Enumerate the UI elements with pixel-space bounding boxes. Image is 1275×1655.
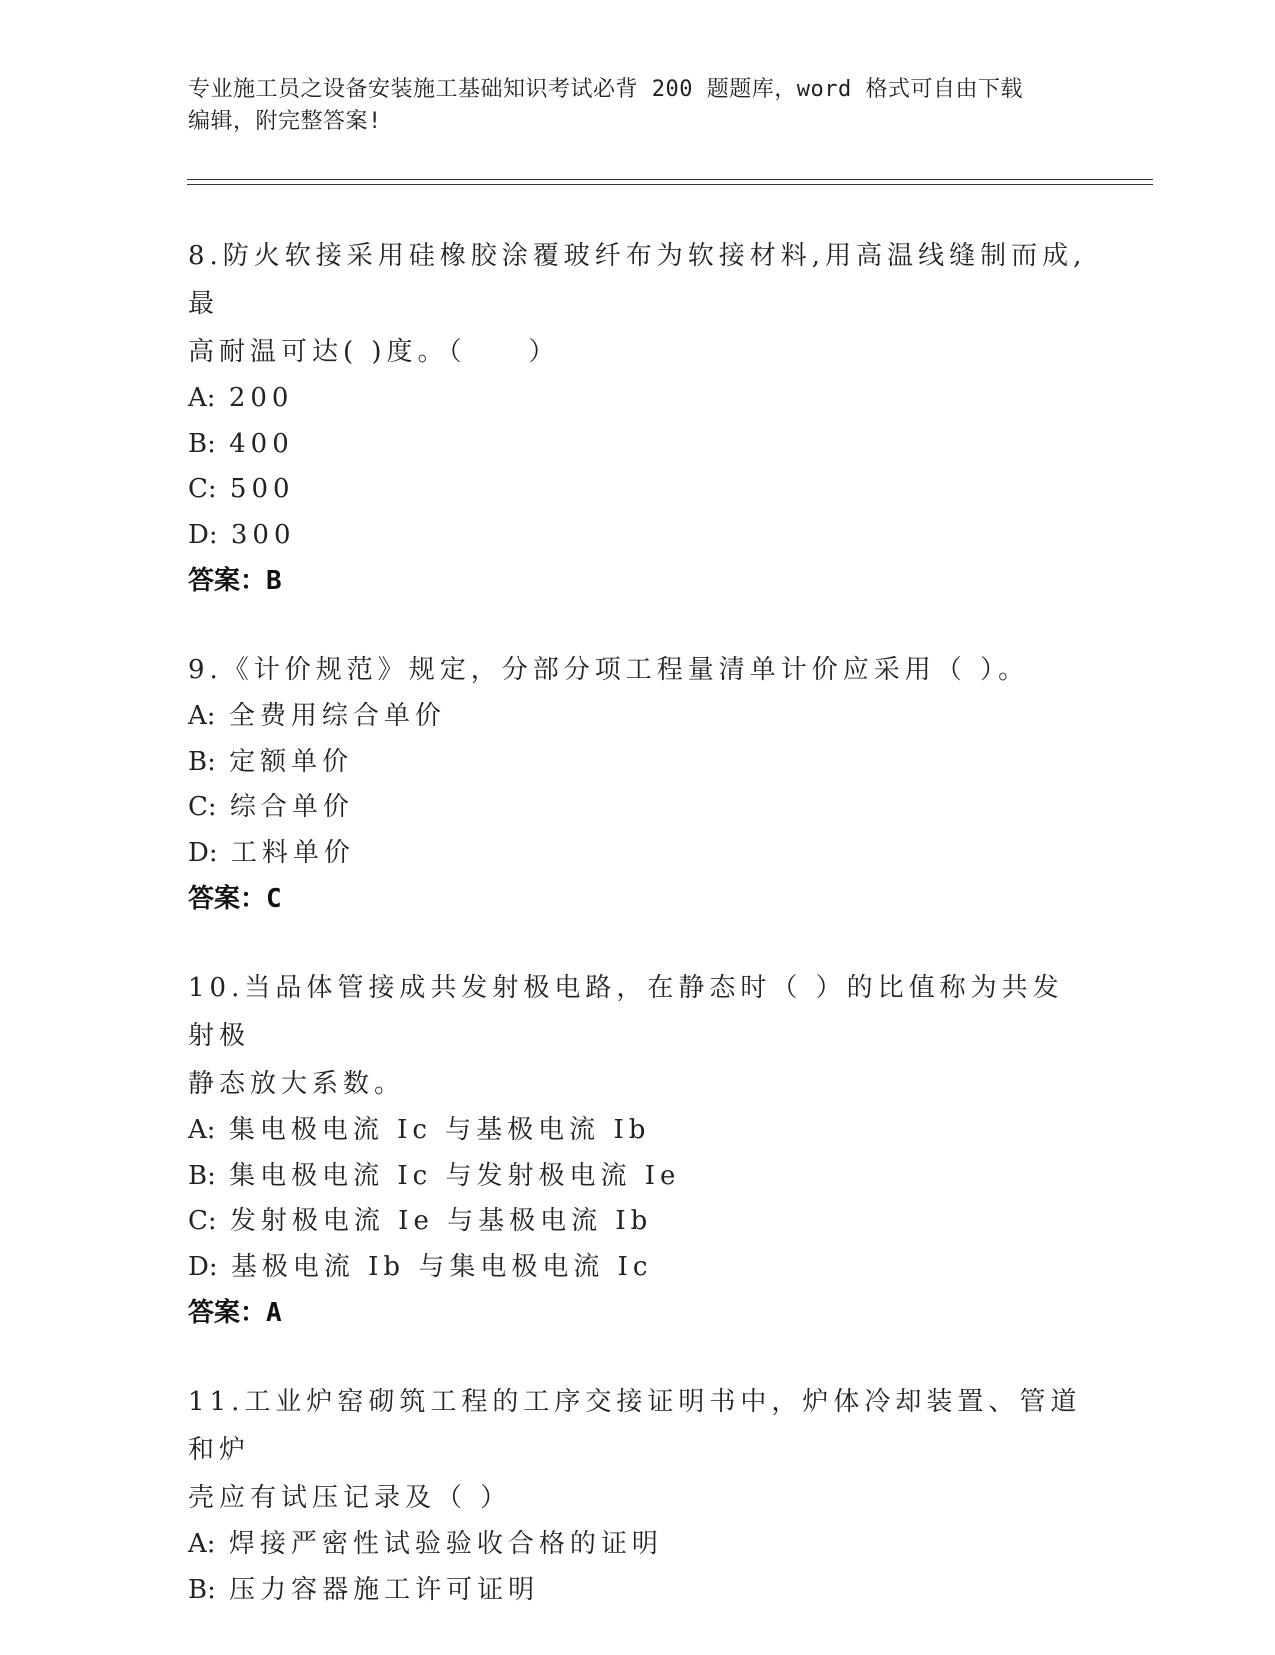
header-divider-bottom — [187, 184, 1153, 185]
option-b — [188, 1154, 1088, 1200]
answer: 答案：A — [188, 1298, 282, 1328]
option-c — [188, 467, 1088, 513]
question-stem-line: 11.工业炉窑砌筑工程的工序交接证明书中，炉体冷却装置、管道和炉 — [188, 1387, 1082, 1465]
option-label: D: — [188, 519, 218, 550]
question-stem-line: 10.当品体管接成共发射极电路，在静态时（ ）的比值称为共发射极 — [188, 973, 1064, 1051]
option-b — [188, 740, 1088, 786]
option-d — [188, 831, 1088, 877]
option-text: 集电极电流 Ic 与发射极电流 Ie — [229, 1160, 681, 1191]
option-label: D: — [188, 837, 218, 868]
question-stem-line: 静态放大系数。 — [188, 1069, 406, 1099]
option-a — [188, 1522, 1088, 1568]
option-b — [188, 422, 1088, 468]
option-text: 400 — [229, 428, 294, 459]
option-label: A: — [188, 383, 216, 413]
option-c — [188, 1199, 1088, 1245]
option-label: C: — [188, 1206, 217, 1236]
question-9 — [188, 646, 1088, 922]
option-label: D: — [188, 1251, 218, 1282]
option-text: 压力容器施工许可证明 — [229, 1574, 540, 1605]
question-stem-line: 8.防火软接采用硅橡胶涂覆玻纤布为软接材料,用高温线缝制而成,最 — [188, 241, 1087, 319]
option-text: 300 — [230, 519, 296, 550]
option-text: 发射极电流 Ie 与基极电流 Ib — [229, 1206, 653, 1236]
question-stem-line: 高耐温可达( )度。（ ） — [188, 337, 560, 367]
option-label: B: — [188, 746, 216, 777]
option-label: B: — [188, 1160, 216, 1191]
option-text: 焊接严密性试验验收合格的证明 — [228, 1529, 663, 1559]
option-label: B: — [188, 428, 216, 459]
option-d — [188, 513, 1088, 559]
option-label: A: — [188, 701, 216, 731]
option-a — [188, 694, 1088, 740]
header-divider-top — [187, 179, 1153, 180]
option-label: A: — [188, 1115, 216, 1145]
option-label: A: — [188, 1529, 216, 1559]
question-stem-line: 9.《计价规范》规定，分部分项工程量清单计价应采用（ ）。 — [188, 655, 1030, 685]
option-a — [188, 1108, 1088, 1154]
question-10 — [188, 964, 1088, 1336]
option-c — [188, 785, 1088, 831]
option-text: 综合单价 — [229, 792, 354, 822]
option-text: 工料单价 — [230, 837, 355, 868]
option-label: B: — [188, 1574, 216, 1605]
answer: 答案：C — [188, 884, 282, 914]
header-line-2: 编辑，附完整答案! — [188, 109, 382, 134]
question-8 — [188, 232, 1088, 604]
question-11 — [188, 1378, 1088, 1613]
option-text: 200 — [228, 383, 294, 413]
option-b — [188, 1568, 1088, 1614]
question-stem-line: 壳应有试压记录及（ ） — [188, 1483, 512, 1513]
option-text: 基极电流 Ib 与集电极电流 Ic — [230, 1251, 653, 1282]
option-d — [188, 1245, 1088, 1291]
option-text: 集电极电流 Ic 与基极电流 Ib — [228, 1115, 651, 1145]
option-text: 全费用综合单价 — [228, 701, 446, 731]
question-list — [188, 232, 1088, 1655]
option-text: 定额单价 — [229, 746, 354, 777]
option-a — [188, 376, 1088, 422]
option-label: C: — [188, 792, 217, 822]
option-label: C: — [188, 474, 217, 504]
answer: 答案：B — [188, 566, 282, 596]
document-header — [188, 74, 1068, 138]
header-line-1: 专业施工员之设备安装施工基础知识考试必背 200 题题库，word 格式可自由下载 — [188, 77, 1023, 102]
option-text: 500 — [229, 474, 295, 504]
